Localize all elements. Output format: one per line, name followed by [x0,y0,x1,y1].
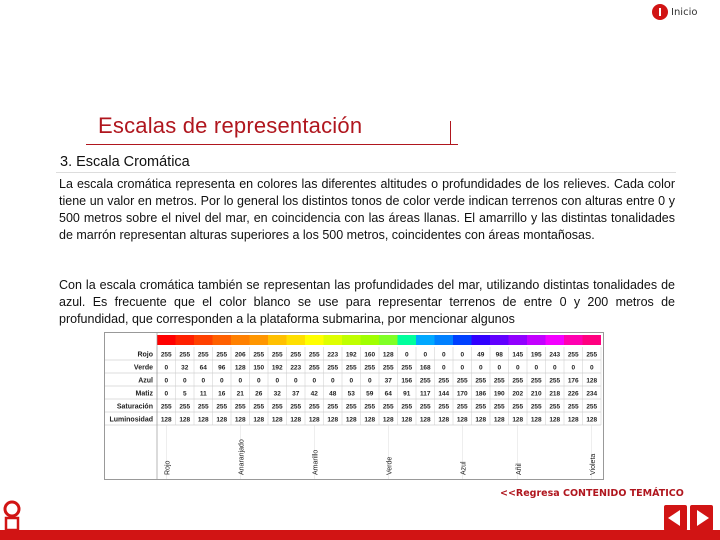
cell-4-2: 255 [197,403,209,411]
cell-4-15: 255 [438,403,450,411]
cell-3-15: 144 [438,390,450,398]
cell-5-23: 128 [586,416,598,424]
bottom-bar [0,530,720,540]
swatch-14 [416,335,435,345]
cell-4-23: 255 [586,403,598,411]
page-title: Escalas de representación [98,113,363,138]
cell-5-20: 128 [530,416,542,424]
cell-0-22: 255 [567,351,579,359]
cell-0-15: 0 [441,351,446,359]
cell-4-20: 255 [530,403,542,411]
swatch-0 [157,335,176,345]
cell-3-11: 59 [366,390,374,398]
cell-5-17: 128 [475,416,487,424]
cell-0-19: 145 [512,351,524,359]
cell-1-21: 0 [552,364,557,372]
swatch-18 [490,335,509,345]
cell-5-16: 128 [456,416,468,424]
swatch-11 [361,335,380,345]
cell-2-21: 255 [549,377,561,385]
cell-1-22: 0 [571,364,576,372]
regresa-contenido-link[interactable]: <<Regresa CONTENIDO TEMÁTICO [500,488,684,499]
swatch-16 [453,335,472,345]
cell-1-1: 32 [181,364,189,372]
subtitle-divider [56,172,676,173]
cell-2-14: 255 [419,377,431,385]
cell-0-5: 255 [253,351,265,359]
swatch-13 [398,335,417,345]
cell-5-18: 128 [493,416,505,424]
next-arrow-icon[interactable] [690,505,713,531]
cell-0-23: 255 [586,351,598,359]
cell-1-9: 255 [327,364,339,372]
cell-1-23: 0 [589,364,594,372]
cell-3-12: 64 [384,390,392,398]
cell-1-16: 0 [460,364,465,372]
cell-2-17: 255 [475,377,487,385]
cell-3-6: 32 [273,390,281,398]
cell-5-4: 128 [234,416,246,424]
logo-icon [3,499,23,533]
cell-2-8: 0 [312,377,317,385]
cell-4-16: 255 [456,403,468,411]
cell-2-6: 0 [275,377,280,385]
section-subtitle: 3. Escala Cromática [60,154,190,170]
cell-1-7: 223 [290,364,302,372]
swatch-9 [324,335,343,345]
row-label-0: Rojo [137,351,153,359]
cell-5-13: 128 [401,416,413,424]
cell-3-9: 48 [329,390,337,398]
cell-4-12: 255 [382,403,394,411]
cell-0-0: 255 [160,351,172,359]
cell-5-22: 128 [567,416,579,424]
cell-2-19: 255 [512,377,524,385]
home-icon [652,4,668,20]
cell-3-4: 21 [236,390,244,398]
color-name-3: Verde [386,456,394,475]
cell-3-17: 186 [475,390,487,398]
cell-2-20: 255 [530,377,542,385]
cell-1-20: 0 [534,364,539,372]
row-label-2: Azul [138,377,153,385]
cell-2-11: 0 [367,377,372,385]
cell-5-9: 128 [327,416,339,424]
cell-3-1: 5 [182,390,187,398]
cell-3-16: 170 [456,390,468,398]
cell-4-22: 255 [567,403,579,411]
cell-5-2: 128 [197,416,209,424]
cell-1-11: 255 [364,364,376,372]
cell-2-0: 0 [164,377,169,385]
cell-0-1: 255 [179,351,191,359]
cell-4-19: 255 [512,403,524,411]
cell-5-1: 128 [179,416,191,424]
color-name-0: Rojo [164,460,172,475]
previous-arrow-icon[interactable] [664,505,687,531]
cell-5-8: 128 [308,416,320,424]
cell-4-9: 255 [327,403,339,411]
cell-0-10: 192 [345,351,357,359]
color-name-2: Amarillo [312,449,320,475]
cell-5-10: 128 [345,416,357,424]
inicio-button[interactable] [652,4,697,20]
cell-2-12: 37 [384,377,392,385]
cell-4-14: 255 [419,403,431,411]
cell-3-13: 91 [403,390,411,398]
cell-4-3: 255 [216,403,228,411]
row-label-5: Luminosidad [109,416,153,424]
cell-0-3: 255 [216,351,228,359]
cell-1-13: 255 [401,364,413,372]
color-name-5: Añil [515,463,523,475]
cell-2-9: 0 [330,377,335,385]
swatch-15 [435,335,454,345]
row-label-4: Saturación [116,403,153,411]
cell-2-7: 0 [293,377,298,385]
cell-4-21: 255 [549,403,561,411]
cell-4-17: 255 [475,403,487,411]
swatch-4 [231,335,250,345]
cell-3-19: 202 [512,390,524,398]
cell-0-13: 0 [404,351,409,359]
cell-3-5: 26 [255,390,263,398]
cell-5-5: 128 [253,416,265,424]
cell-3-18: 190 [493,390,505,398]
title-divider [450,121,451,145]
cell-3-21: 218 [549,390,561,398]
cell-3-14: 117 [420,390,431,398]
cell-1-15: 0 [441,364,446,372]
cell-3-23: 234 [586,390,598,398]
swatch-12 [379,335,398,345]
color-scale-svg [105,333,603,479]
navigation-arrows [664,505,716,531]
swatch-10 [342,335,361,345]
cell-4-5: 255 [253,403,265,411]
swatch-22 [564,335,583,345]
cell-4-1: 255 [179,403,191,411]
cell-1-14: 168 [419,364,431,372]
cell-3-7: 37 [292,390,300,398]
cell-1-8: 255 [308,364,320,372]
swatch-21 [546,335,565,345]
cell-5-21: 128 [549,416,561,424]
cell-3-22: 226 [567,390,579,398]
cell-0-4: 206 [234,351,246,359]
row-label-1: Verde [133,364,153,372]
cell-5-12: 128 [382,416,394,424]
cell-0-17: 49 [477,351,485,359]
cell-1-18: 0 [497,364,502,372]
cell-5-3: 128 [216,416,228,424]
cell-3-10: 53 [347,390,355,398]
swatch-2 [194,335,213,345]
cell-5-14: 128 [419,416,431,424]
swatch-7 [287,335,306,345]
cell-0-18: 98 [495,351,503,359]
cell-3-2: 11 [199,390,207,398]
cell-1-6: 192 [271,364,283,372]
cell-0-6: 255 [271,351,283,359]
cell-4-4: 255 [234,403,246,411]
cell-2-16: 255 [456,377,468,385]
cell-4-10: 255 [345,403,357,411]
cell-0-9: 223 [327,351,339,359]
cell-4-6: 255 [271,403,283,411]
swatch-3 [213,335,232,345]
cell-2-4: 0 [238,377,243,385]
inicio-label: Inicio [671,6,698,18]
cell-4-11: 255 [364,403,376,411]
cell-0-21: 243 [549,351,561,359]
title-underline [86,144,458,145]
paragraph-2: Con la escala cromática también se representan las profundidades del mar, utilizando distintas tonalidades de azul. Es frecuente que el color blanco se use para representar terrenos de entre 0 y 200 metros de profundidad, que corresponden a la plataforma submarina, por mencionar algunos [59,278,675,326]
color-scale-table [104,332,604,480]
cell-5-0: 128 [160,416,172,424]
cell-2-23: 128 [586,377,598,385]
cell-4-8: 255 [308,403,320,411]
color-name-4: Azul [460,461,468,475]
cell-3-20: 210 [530,390,542,398]
cell-0-8: 255 [308,351,320,359]
color-name-6: Violeta [589,453,597,475]
cell-5-6: 128 [271,416,283,424]
cell-5-15: 128 [438,416,450,424]
cell-4-7: 255 [290,403,302,411]
cell-4-18: 255 [493,403,505,411]
cell-3-0: 0 [164,390,169,398]
cell-0-2: 255 [197,351,209,359]
swatch-23 [583,335,602,345]
cell-2-2: 0 [201,377,206,385]
cell-3-8: 42 [310,390,318,398]
cell-4-13: 255 [401,403,413,411]
cell-5-19: 128 [512,416,524,424]
cell-0-11: 160 [364,351,376,359]
cell-2-1: 0 [182,377,187,385]
cell-0-20: 195 [530,351,542,359]
swatch-1 [176,335,195,345]
cell-1-3: 96 [218,364,226,372]
cell-2-13: 156 [401,377,413,385]
swatch-20 [527,335,546,345]
cell-0-16: 0 [460,351,465,359]
row-label-3: Matiz [135,390,153,398]
cell-2-3: 0 [219,377,224,385]
cell-2-22: 176 [567,377,579,385]
cell-3-3: 16 [218,390,226,398]
cell-1-5: 150 [253,364,265,372]
cell-1-10: 255 [345,364,357,372]
cell-4-0: 255 [160,403,172,411]
cell-1-17: 0 [478,364,483,372]
cell-0-14: 0 [423,351,428,359]
cell-5-11: 128 [364,416,376,424]
swatch-5 [250,335,269,345]
color-name-1: Anaranjado [238,439,246,475]
paragraph-1: La escala cromática representa en colores las diferentes altitudes o profundidades de los relieves. Cada color tiene un valor en metros. Por lo general los distintos tonos de color verde indican terrenos con alturas entre 0 y 500 metros sobre el nivel del mar, en coincidencia con las áreas llanas. El amarrillo y las distintas tonalidades de marrón representan alturas superiores a los 500 metros, coincidentes con áreas montañosas. [59,177,675,242]
cell-2-5: 0 [256,377,261,385]
cell-1-4: 128 [234,364,246,372]
cell-0-12: 128 [382,351,394,359]
cell-2-15: 255 [438,377,450,385]
cell-2-18: 255 [493,377,505,385]
cell-5-7: 128 [290,416,302,424]
swatch-19 [509,335,528,345]
cell-1-19: 0 [515,364,520,372]
swatch-17 [472,335,491,345]
cell-1-2: 64 [199,364,207,372]
cell-1-0: 0 [164,364,169,372]
swatch-6 [268,335,287,345]
cell-2-10: 0 [349,377,354,385]
swatch-8 [305,335,324,345]
cell-0-7: 255 [290,351,302,359]
cell-1-12: 255 [382,364,394,372]
